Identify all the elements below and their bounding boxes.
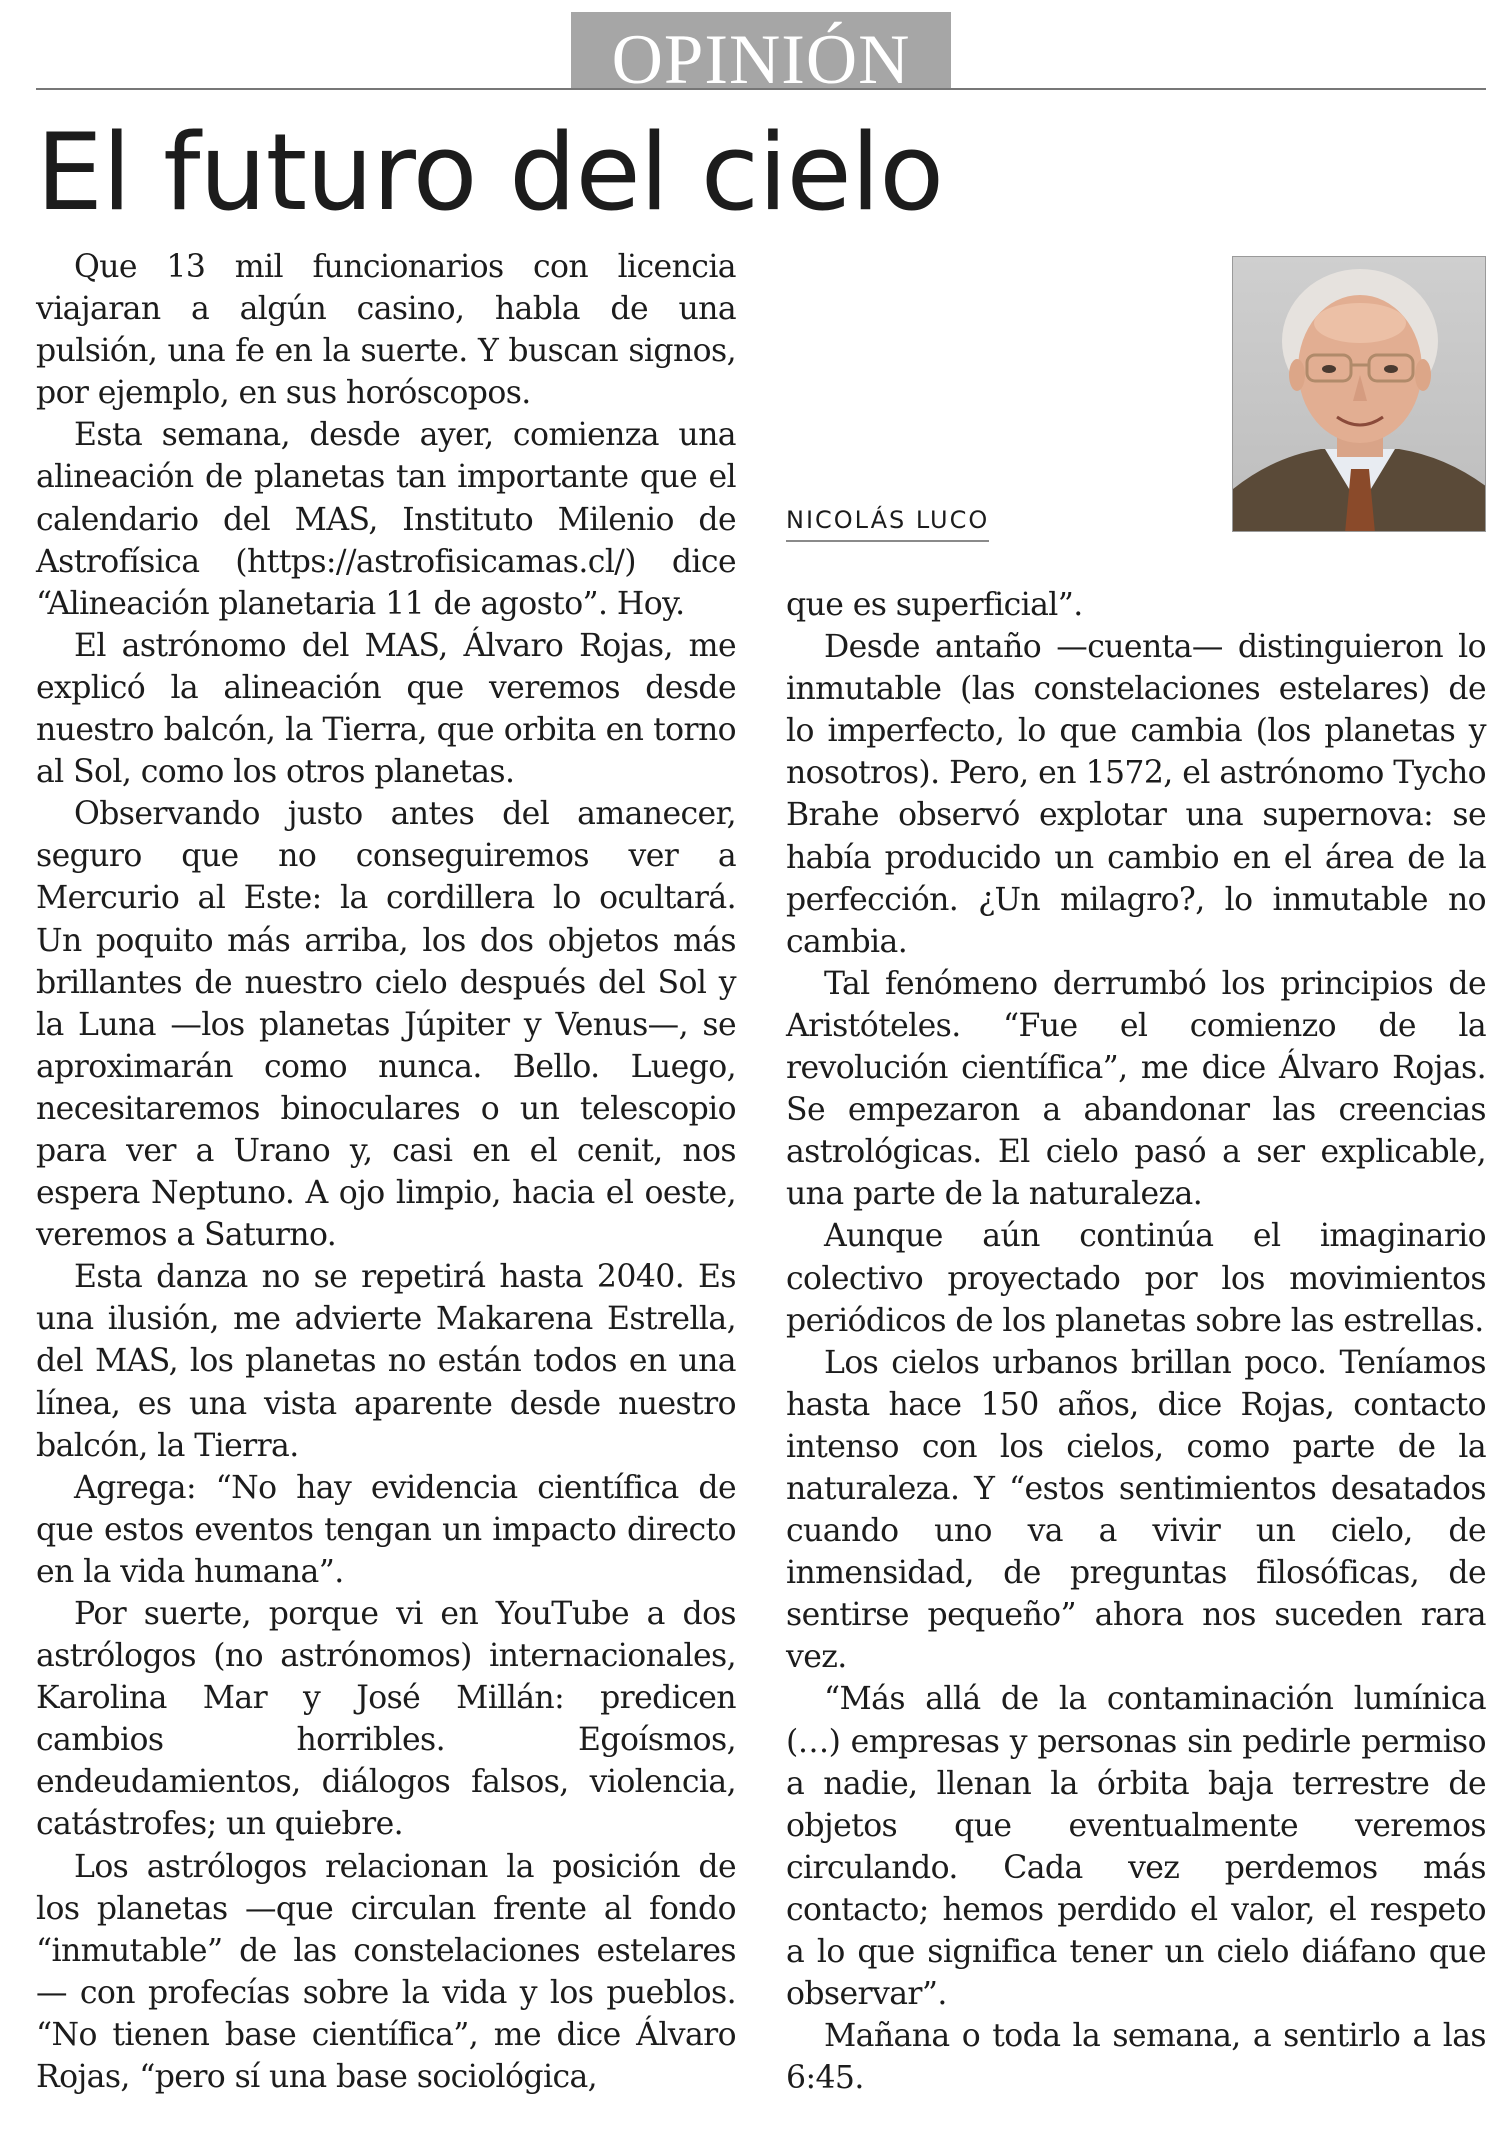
section-label: OPINIÓN — [571, 12, 951, 88]
header-rule — [36, 88, 1486, 90]
author-byline: NICOLÁS LUCO — [786, 506, 989, 542]
paragraph-continuation: que es superficial”. — [786, 587, 1083, 623]
headline: El futuro del cielo — [36, 111, 944, 234]
paragraph: Desde antaño —cuenta— distinguieron lo inmutable (las constelaciones estelares) de lo imperfecto, lo que cambia (los planetas y nosotros). Pero, en 1572, el astrónomo Tycho Brahe observó explotar una supernova: se había producido un cambio en el área de la perfección. ¿Un milagro?, lo inmutable no cambia. — [786, 629, 1486, 960]
article-column-2 — [786, 584, 1486, 2099]
paragraph: Tal fenómeno derrumbó los principios de Aristóteles. “Fue el comienzo de la revolución científica”, me dice Álvaro Rojas. Se empezaron a abandonar las creencias astrológicas. El cielo pasó a ser explicable, una parte de la naturaleza. — [786, 965, 1486, 1213]
paragraph: Agrega: “No hay evidencia científica de que estos eventos tengan un impacto directo en la vida humana”. — [36, 1469, 736, 1590]
author-photo — [1232, 256, 1486, 532]
paragraph: Aunque aún continúa el imaginario colectivo proyectado por los movimientos periódicos de los planetas sobre las estrellas. — [786, 1218, 1486, 1339]
paragraph: Por suerte, porque vi en YouTube a dos astrólogos (no astrónomos) internacionales, Karolina Mar y José Millán: predicen cambios horribles. Egoísmos, endeudamientos, diálogos falsos, violencia, catástrofes; un quiebre. — [36, 1596, 736, 1843]
paragraph: Los astrólogos relacionan la posición de los planetas —que circulan frente al fondo “inmutable” de las constelaciones estelares— con profecías sobre la vida y los pueblos. “No tienen base científica”, me dice Álvaro Rojas, “pero sí una base sociológica, — [36, 1848, 736, 2096]
paragraph: El astrónomo del MAS, Álvaro Rojas, me explicó la alineación que veremos desde nuestro balcón, la Tierra, que orbita en torno al Sol, como los otros planetas. — [36, 627, 736, 791]
paragraph: Que 13 mil funcionarios con licencia viajaran a algún casino, habla de una pulsión, una fe en la suerte. Y buscan signos, por ejemplo, en sus horóscopos. — [36, 249, 736, 412]
paragraph: Esta semana, desde ayer, comienza una alineación de planetas tan importante que el calendario del MAS, Instituto Milenio de Astrofísica (https://astrofisicamas.cl/) dice “Alineación planetaria 11 de agosto”. Hoy. — [36, 417, 736, 622]
paragraph: Mañana o toda la semana, a sentirlo a las 6:45. — [786, 2018, 1486, 2097]
paragraph: “Más allá de la contaminación lumínica (…) empresas y personas sin pedirle permiso a nadie, llenan la órbita baja terrestre de objetos que eventualmente veremos circulando. Cada vez perdemos más contacto; hemos perdido el valor, el respeto a lo que significa tener un cielo diáfano que observar”. — [786, 1681, 1486, 2013]
paragraph: Esta danza no se repetirá hasta 2040. Es una ilusión, me advierte Makarena Estrella, del MAS, los planetas no están todos en una línea, es una vista aparente desde nuestro balcón, la Tierra. — [36, 1259, 736, 1464]
paragraph: Observando justo antes del amanecer, seguro que no conseguiremos ver a Mercurio al Este: la cordillera lo ocultará. Un poquito más arriba, los dos objetos más brillantes de nuestro cielo después del Sol y la Luna —los planetas Júpiter y Venus—, se aproximarán como nunca. Bello. Luego, necesitaremos binoculares o un telescopio para ver a Urano y, casi en el cenit, nos espera Neptuno. A ojo limpio, hacia el oeste, veremos a Saturno. — [36, 796, 736, 1254]
article-column-1 — [36, 246, 736, 2098]
paragraph: Los cielos urbanos brillan poco. Teníamos hasta hace 150 años, dice Rojas, contacto intenso con los cielos, como parte de la naturaleza. Y “estos sentimientos desatados cuando uno va a vivir un cielo, de inmensidad, de preguntas filosóficas, de sentirse pequeño” ahora nos suceden rara vez. — [786, 1344, 1486, 1676]
